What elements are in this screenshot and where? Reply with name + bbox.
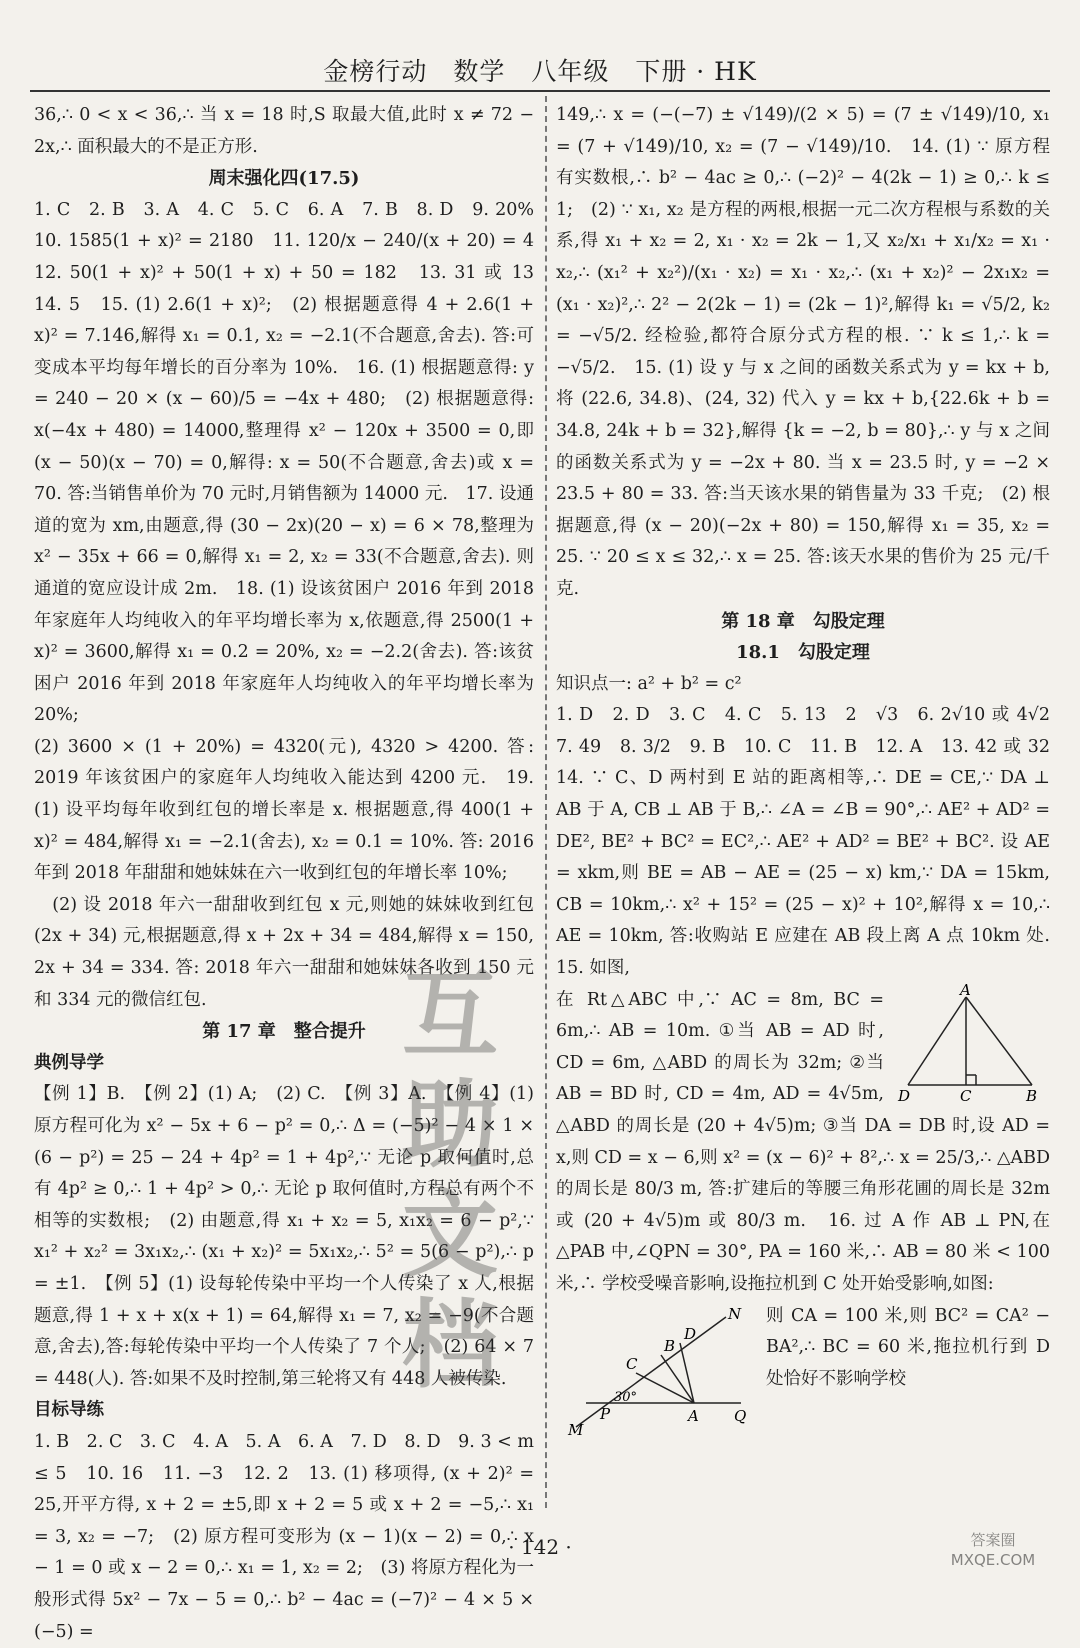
segment-ac (636, 1373, 694, 1403)
label-d: D (898, 1086, 911, 1105)
answer-paragraph: 1. C 2. B 3. A 4. C 5. C 6. A 7. B 8. D 9. 20% 10. 1585(1 + x)² = 2180 11. 120/x − 240/(x + 20) = 4 12. 50(1 + x)² + 50(1 + x) + 50 = 182 13. 31 或 13 14. 5 15. (1) 2.6(1 + x)²; (2) 根据题意得 4 + 2.6(1 + x)² = 7.146,解得 x₁ = 0.1, x₂ = −2.1(不合题意,舍去). 答:可变成本平均每年增长的百分率为 10%. 16. (1) 根据题意得: y = 240 − 20 × (x − 60)/5 = −4x + 480; (2) 根据题意得: x(−4x + 480) = 14000,整理得 x² − 120x + 3500 = 0,即 (x − 50)(x − 70) = 0,解得: x = 50(不合题意,舍去)或 x = 70. 答:当销售单价为 70 元时,月销售额为 14000 元. 17. 设通道的宽为 xm,由题意,得 (30 − 2x)(20 − x) = 6 × 78,整理为 x² − 35x + 66 = 0,解得 x₁ = 2, x₂ = 33(不合题意,舍去). 则通道的宽应设计成 2m. 18. (1) 设该贫困户 2016 年到 2018 年家庭年人均纯收入的年平均增长率为 x,依题意,得 2500(1 + x)² = 3600,解得 x₁ = 0.2 = 20%, x₂ = −2.2(舍去). 答:该贫困户 2016 年到 2018 年家庭年人均纯收入的年平均增长率为 20%; (34, 199, 552, 726)
label-q: Q (734, 1406, 747, 1425)
edge-ad (908, 997, 966, 1085)
line-pn (576, 1317, 726, 1427)
site-logo: 答案圈 MXQE.COM (950, 1531, 1036, 1569)
label-a: A (688, 1406, 699, 1425)
answer-paragraph: 则 CA = 100 米,则 BC² = CA² − BA²,∴ BC = 60 米,拖拉机行到 D 处恰好不影响学校 (766, 1305, 1050, 1389)
label-d: D (684, 1324, 697, 1343)
page-header: 金榜行动 数学 八年级 下册 · HK (323, 57, 757, 86)
answer-paragraph: (2) 3600 × (1 + 20%) = 4320(元), 4320 > 4200. 答: 2019 年该贫困户的家庭年人均纯收入能达到 4200 元. 19. (1) 设平均每年收到红包的增长率是 x. 根据题意,得 400(1 + x)² = 484,解得 x₁ = −2.1(舍去), x₂ = 0.1 = 10%. 答: 2016 年到 2018 年甜甜和她妹妹在六一收到红包的年增长率 10%; (34, 736, 534, 884)
answer-paragraph: 149,∴ x = (−(−7) ± √149)/(2 × 5) = (7 ± √149)/10, x₁ = (7 + √149)/10, x₂ = (7 − √149)/10. 14. (1) ∵ 原方程有实数根,∴ b² − 4ac ≥ 0,∴ (−2)² − 4(2k − 1) ≥ 0,∴ k ≤ 1; (2) ∵ x₁, x₂ 是方程的两根,根据一元二次方程根与系数的关系,得 x₁ + x₂ = 2, x₁ · x₂ = 2k − 1,又 x₂/x₁ + x₁/x₂ = x₁ · x₂,∴ (x₁² + x₂²)/(x₁ · x₂) = x₁ · x₂,∴ (x₁ + x₂)² − 2x₁x₂ = (x₁ · x₂)²,∴ 2² − 2(2k − 1) = (2k − 1)²,解得 k₁ = √5/2, k₂ = −√5/2. 经检验,都符合原分式方程的根. ∵ k ≤ 1,∴ k = −√5/2. 15. (1) 设 y 与 x 之间的函数关系式为 y = kx + b,将 (22.6, 34.8)、(24, 32) 代入 y = kx + b,{22.6k + b = 34.8, 24k + b = 32},解得 {k = −2, b = 80},∴ y 与 x 之间的函数关系式为 y = −2x + 80. 当 x = 23.5 时, y = −2 × 23.5 + 80 = 33. 答:当天该水果的销售量为 33 千克; (2) 根据题意,得 (x − 20)(−2x + 80) = 150,解得 x₁ = 35, x₂ = 25. ∵ 20 ≤ x ≤ 32,∴ x = 25. 答:该天水果的售价为 25 元/千克. (556, 105, 1050, 599)
section-title: 周末强化四(17.5) (208, 168, 360, 190)
answer-paragraph: 36,∴ 0 < x < 36,∴ 当 x = 18 时,S 取最大值,此时 x ≠ 72 − 2x,∴ 面积最大的不是正方形. (34, 105, 534, 157)
subsection-title: 典例导学 (34, 1052, 104, 1073)
section-title: 第 18 章 勾股定理 (721, 610, 885, 632)
answer-paragraph: (2) 设 2018 年六一甜甜收到红包 x 元,则她的妹妹收到红包 (2x + 34) 元,根据题意,得 x + 2x + 34 = 484,解得 x = 150, 2x + 34 = 334. 答: 2018 年六一甜甜和她妹妹各收到 150 元和 334 元的微信红包. (34, 894, 534, 1010)
label-angle: 30° (614, 1389, 638, 1405)
label-b: B (1026, 1086, 1038, 1105)
header-rule (30, 90, 1050, 92)
label-n: N (728, 1304, 742, 1323)
right-column (556, 100, 1068, 1514)
answer-paragraph: 【例 1】B. 【例 2】(1) A; (2) C. 【例 3】A. 【例 4】(1) 原方程可化为 x² − 5x + 6 − p² = 0,∴ Δ = (−5)² − 4 × 1 × (6 − p²) = 25 − 24 + 4p² = 1 + 4p²,∵ 无论 p 取何值时,总有 4p² ≥ 0,∴ 1 + 4p² > 0,∴ 无论 p 取何值时,方程总有两个不相等的实数根; (2) 由题意,得 x₁ + x₂ = 5, x₁x₂ = 6 − p²,∵ x₁² + x₂² = 3x₁x₂,∴ (x₁ + x₂)² = 5x₁x₂,∴ 5² = 5(6 − p²),∴ p = ±1. 【例 5】(1) 设每轮传染中平均一个人传染了 x 人,根据题意,得 1 + x + x(x + 1) = 64,解得 x₁ = 7, x₂ = −9(不合题意,舍去),答:每轮传染中平均一个人传染了 7 个人; (2) 64 × 7 = 448(人). 答:如果不及时控制,第三轮将又有 448 人被传染. (34, 1084, 534, 1389)
answer-paragraph: 1. D 2. D 3. C 4. C 5. 13 2 √3 6. 2√10 或 4√2 7. 49 8. 3/2 9. B 10. C 11. B 12. A 13. 42 或 32 14. ∵ C、D 两村到 E 站的距离相等,∴ DE = CE,∵ DA ⊥ AB 于 A, CB ⊥ AB 于 B,∴ ∠A = ∠B = 90°,∴ AE² + AD² = DE², BE² + BC² = EC²,∴ AE² + AD² = BE² + BC². 设 AE = xkm,则 BE = AB − AE = (25 − x) km,∵ DA = 15km, CB = 10km,∴ x² + 15² = (25 − x)² + 10²,解得 x = 10,∴ AE = 10km, 答:收购站 E 应建在 AB 段上离 A 点 10km 处. 15. 如图, (556, 705, 1068, 979)
answer-paragraph: 1. B 2. C 3. C 4. A 5. A 6. A 7. D 8. D 9. 3 < m ≤ 5 10. 16 11. −3 12. 2 13. (1) 移项得, (x + 2)² = 25,开平方得, x + 2 = ±5,即 x + 2 = 5 或 x + 2 = −5,∴ x₁ = 3, x₂ = −7; (2) 原方程可变形为 (x − 1)(x − 2) = 0,∴ x − 1 = 0 或 x − 2 = 0,∴ x₁ = 1, x₂ = 2; (3) 将原方程化为一般形式得 5x² − 7x − 5 = 0,∴ b² − 4ac = (−7)² − 4 × 5 × (−5) = (34, 1431, 534, 1642)
tractor-noise-figure (556, 1304, 756, 1439)
answer-paragraph: 在 Rt△ABC 中,∵ AC = 8m, BC = 6m,∴ AB = 10m. ①当 AB = AD 时, CD = 6m, △ABD 的周长为 32m; ②当 AB = BD 时, CD = 4m, AD = 4√5m, △ABD 的周长是 (20 + 4√5)m; ③当 DA = DB 时,设 AD = x,则 CD = x − 6,则 x² = (x − 6)² + 8²,∴ x = 25/3,∴ △ABD 的周长是 80/3 m, 答:扩建后的等腰三角形花圃的周长是 32m 或 (20 + 4√5)m 或 80/3 m. 16. 过 A 作 AB ⊥ PN,在 △PAB 中,∠QPN = 30°, PA = 160 米,∴ AB = 80 米 < 100 米,∴ 学校受噪音影响,设拖拉机到 C 处开始受影响,如图: (556, 989, 1050, 1294)
triangle-figure (894, 980, 1044, 1105)
label-c: C (960, 1086, 972, 1105)
answer-paragraph: 知识点一: a² + b² = c² (556, 673, 742, 694)
page-number: · 142 · (508, 1535, 572, 1559)
label-c: C (626, 1354, 638, 1373)
edge-ab (966, 997, 1032, 1085)
section-title: 18.1 勾股定理 (736, 642, 870, 664)
label-a: A (960, 980, 971, 999)
section-title: 第 17 章 整合提升 (202, 1021, 366, 1043)
subsection-title: 目标导练 (34, 1400, 104, 1421)
watermark-stamp: 互助 文档 (402, 959, 498, 1401)
label-p: P (600, 1404, 611, 1423)
label-b: B (664, 1336, 676, 1355)
column-divider (545, 96, 547, 1508)
label-m: M (568, 1420, 584, 1439)
